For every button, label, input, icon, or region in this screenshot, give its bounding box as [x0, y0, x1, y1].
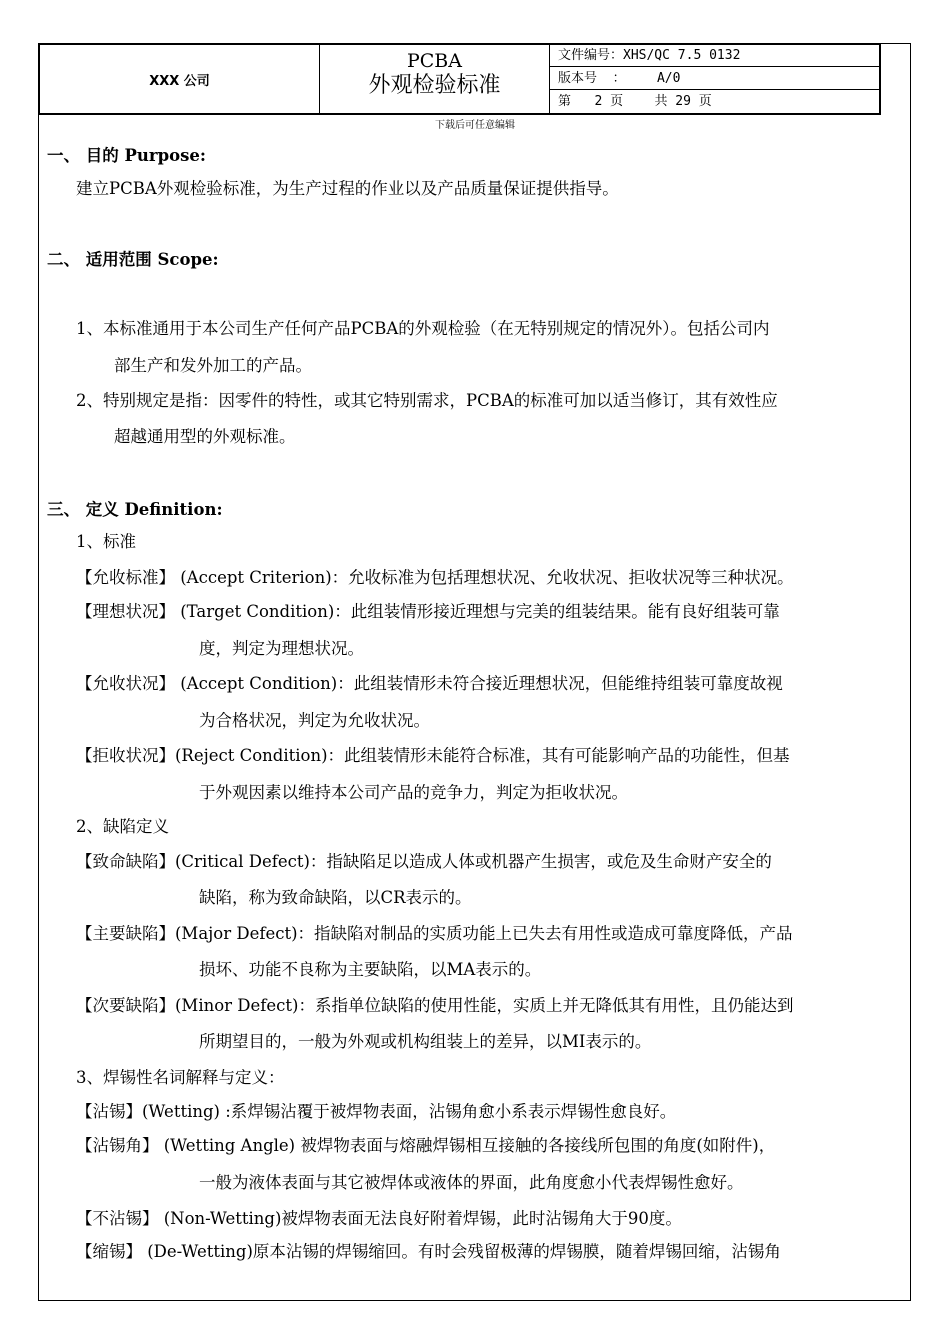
minor-defect-line-1: 【次要缺陷】(Minor Defect)：系指单位缺陷的使用性能，实质上并无降低其有用性，且仍能达到 [76, 996, 794, 1015]
critical-defect-line-2: 缺陷，称为致命缺陷，以CR表示的。 [199, 888, 472, 907]
accept-condition-line-1: 【允收状况】 (Accept Condition)：此组装情形未符合接近理想状况，但能维持组装可靠度故视 [76, 674, 783, 693]
reject-condition-line-2: 于外观因素以维持本公司产品的竞争力，判定为拒收状况。 [199, 783, 628, 802]
section-purpose-title: 一、 目的 Purpose: [47, 146, 207, 165]
doc-number: 文件编号：XHS/QC 7.5 0132 [550, 45, 879, 67]
minor-defect-line-2: 所期望目的，一般为外观或机构组装上的差异，以MI表示的。 [199, 1032, 652, 1051]
wetting-text: 【沾锡】(Wetting) :系焊锡沾覆于被焊物表面，沾锡角愈小系表示焊锡性愈良好。 [76, 1102, 677, 1121]
non-wetting-text: 【不沾锡】 (Non-Wetting)被焊物表面无法良好附着焊锡，此时沾锡角大于90度。 [76, 1209, 682, 1228]
section-definition-title: 三、 定义 Definition: [47, 500, 223, 519]
section-scope-title: 二、 适用范围 Scope: [47, 250, 219, 269]
scope-item-1-line-2: 部生产和发外加工的产品。 [114, 356, 312, 375]
document-title [320, 45, 550, 113]
title-line-1: PCBA [406, 50, 462, 72]
critical-defect-line-1: 【致命缺陷】(Critical Defect)：指缺陷足以造成人体或机器产生损害，或危及生命财产安全的 [76, 852, 772, 871]
definition-sub-1: 1、标准 [76, 532, 136, 551]
title-line-2: 外观检验标准 [368, 73, 501, 98]
de-wetting-text: 【缩锡】 (De-Wetting)原本沾锡的焊锡缩回。有时会残留极薄的焊锡膜，随着焊锡回缩，沾锡角 [76, 1242, 781, 1261]
company-name: XXX 公司 [40, 45, 320, 113]
wetting-angle-line-1: 【沾锡角】 (Wetting Angle) 被焊物表面与熔融焊锡相互接触的各接线所包围的角度(如附件)， [76, 1136, 776, 1155]
scope-item-2-line-1: 2、特别规定是指：因零件的特性，或其它特别需求，PCBA的标准可加以适当修订，其有效性应 [76, 391, 778, 410]
page-info: 第 2 页 共 29 页 [558, 94, 712, 109]
doc-version: 版本号 ： A/0 [550, 68, 879, 90]
wetting-angle-line-2: 一般为液体表面与其它被焊体或液体的界面，此角度愈小代表焊锡性愈好。 [199, 1173, 744, 1192]
target-condition-line-1: 【理想状况】 (Target Condition)：此组装情形接近理想与完美的组装结果。能有良好组装可靠 [76, 602, 780, 621]
scope-item-2-line-2: 超越通用型的外观标准。 [114, 427, 296, 446]
major-defect-line-2: 损坏、功能不良称为主要缺陷，以MA表示的。 [199, 960, 542, 979]
definition-sub-3: 3、焊锡性名词解释与定义： [76, 1068, 285, 1087]
major-defect-line-1: 【主要缺陷】(Major Defect)：指缺陷对制品的实质功能上已失去有用性或造成可靠度降低，产品 [76, 924, 793, 943]
reject-condition-line-1: 【拒收状况】(Reject Condition)：此组装情形未能符合标准，其有可能影响产品的功能性，但基 [76, 746, 790, 765]
accept-criterion-text: 【允收标准】 (Accept Criterion)：允收标准为包括理想状况、允收状况、拒收状况等三种状况。 [76, 568, 794, 587]
document-meta [550, 45, 879, 113]
definition-sub-2: 2、缺陷定义 [76, 817, 169, 836]
purpose-body: 建立PCBA外观检验标准，为生产过程的作业以及产品质量保证提供指导。 [76, 179, 619, 198]
scope-item-1-line-1: 1、本标准通用于本公司生产任何产品PCBA的外观检验（在无特别规定的情况外）。包括公司内 [76, 319, 770, 338]
accept-condition-line-2: 为合格状况，判定为允收状况。 [199, 711, 430, 730]
target-condition-line-2: 度，判定为理想状况。 [199, 639, 364, 658]
document-header [38, 43, 881, 115]
edit-note: 下载后可任意编辑 [435, 120, 515, 131]
